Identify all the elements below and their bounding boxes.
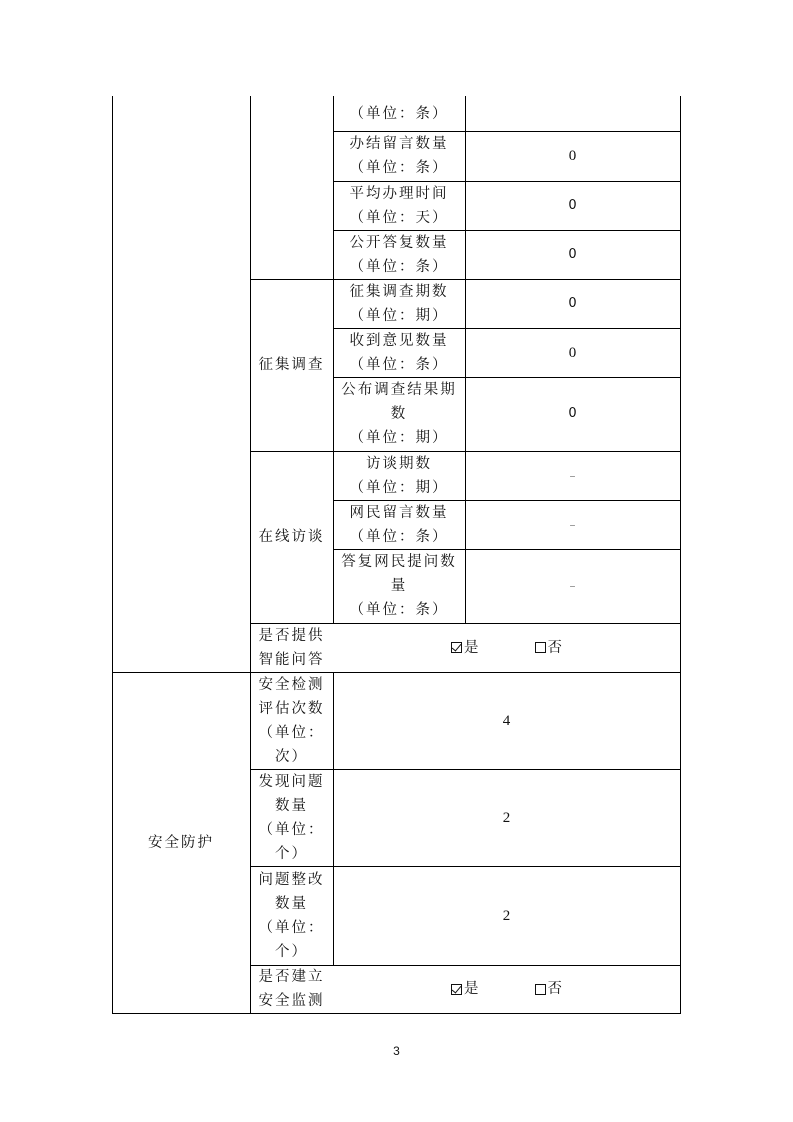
label-line: （单位： <box>258 821 325 838</box>
metric-value: – <box>569 468 576 483</box>
statistics-table <box>112 96 681 1014</box>
metric-value: 0 <box>568 295 577 311</box>
monitoring-options <box>333 965 680 1013</box>
metric-label <box>333 377 465 451</box>
metric-label <box>250 769 333 866</box>
metric-label <box>333 230 465 279</box>
label-line: 答复网民提问数 <box>341 554 457 570</box>
label-line: 个） <box>275 845 308 862</box>
label-line: 数量 <box>275 797 308 814</box>
metric-label <box>333 181 465 230</box>
group-label-interview: 在线访谈 <box>258 529 325 545</box>
checked-box-icon[interactable] <box>451 642 462 653</box>
label-line: 安全检测 <box>258 676 325 693</box>
label-line: 智能问答 <box>258 651 325 668</box>
label-line: 办结留言数量 <box>349 136 449 152</box>
empty-box-icon[interactable] <box>535 642 546 653</box>
label-line: （单位：天） <box>349 209 449 226</box>
table-border-bottom <box>112 1013 681 1014</box>
no-option[interactable] <box>535 977 563 1001</box>
unit-text: （单位：条） <box>349 105 449 122</box>
label-line: （单位： <box>258 919 325 936</box>
metric-label <box>333 131 465 181</box>
monitoring-label <box>250 965 333 1013</box>
yes-option[interactable] <box>451 636 479 660</box>
no-option[interactable] <box>535 636 563 660</box>
metric-label <box>333 451 465 500</box>
yes-label: 是 <box>464 639 479 656</box>
label-line: 发现问题 <box>258 773 325 790</box>
group-label-survey: 征集调查 <box>258 357 325 373</box>
metric-value: – <box>569 579 576 593</box>
label-line: 个） <box>275 943 308 960</box>
label-line: （单位：条） <box>349 356 449 373</box>
label-line: 访谈期数 <box>366 455 432 472</box>
label-line: 公开答复数量 <box>349 234 449 251</box>
no-label: 否 <box>547 639 562 656</box>
label-line: （单位：期） <box>349 307 449 324</box>
label-line: 平均办理时间 <box>349 185 449 202</box>
label-line: 收到意见数量 <box>349 332 449 349</box>
label-line: 数量 <box>275 895 308 912</box>
label-line: （单位： <box>258 724 325 741</box>
label-line: 量 <box>390 578 408 594</box>
label-line: 次） <box>275 748 308 765</box>
no-label: 否 <box>547 981 562 997</box>
smart-qa-options <box>333 623 680 672</box>
label-line: 安全监测 <box>258 993 325 1009</box>
metric-value: 0 <box>568 197 577 213</box>
metric-value: 0 <box>568 148 577 164</box>
label-line: 评估次数 <box>258 700 325 717</box>
label-line: 数 <box>390 406 408 422</box>
page-number: 3 <box>393 1044 400 1058</box>
metric-value: 2 <box>502 907 511 924</box>
metric-value: 0 <box>568 246 577 262</box>
metric-label <box>333 549 465 623</box>
metric-label <box>333 328 465 377</box>
label-line: 网民留言数量 <box>349 504 449 521</box>
yes-option[interactable] <box>451 977 479 1001</box>
section-label-security: 安全防护 <box>148 834 214 851</box>
label-line: （单位：条） <box>349 602 449 618</box>
table-border-right <box>680 96 681 1014</box>
label-line: （单位：条） <box>349 160 449 176</box>
label-line: （单位：期） <box>349 430 449 446</box>
label-line: （单位：条） <box>349 258 449 275</box>
metric-label <box>333 500 465 549</box>
metric-label <box>250 672 333 769</box>
label-line: 是否提供 <box>258 627 325 644</box>
metric-label <box>250 866 333 965</box>
metric-label <box>333 279 465 328</box>
label-line: 是否建立 <box>258 969 325 985</box>
metric-value: 0 <box>568 406 577 421</box>
metric-value: – <box>569 517 576 532</box>
checked-box-icon[interactable] <box>451 984 462 995</box>
smart-qa-label <box>250 623 333 672</box>
metric-value: 2 <box>502 809 511 826</box>
label-line: 征集调查期数 <box>349 283 449 300</box>
empty-box-icon[interactable] <box>535 984 546 995</box>
label-line: （单位：期） <box>349 479 449 496</box>
label-line: （单位：条） <box>349 528 449 545</box>
metric-value: 0 <box>568 344 577 361</box>
continued-row-label <box>333 96 465 131</box>
label-line: 公布调查结果期 <box>341 382 457 398</box>
label-line: 问题整改 <box>258 871 325 888</box>
metric-value: 4 <box>502 712 511 729</box>
yes-label: 是 <box>464 981 479 997</box>
